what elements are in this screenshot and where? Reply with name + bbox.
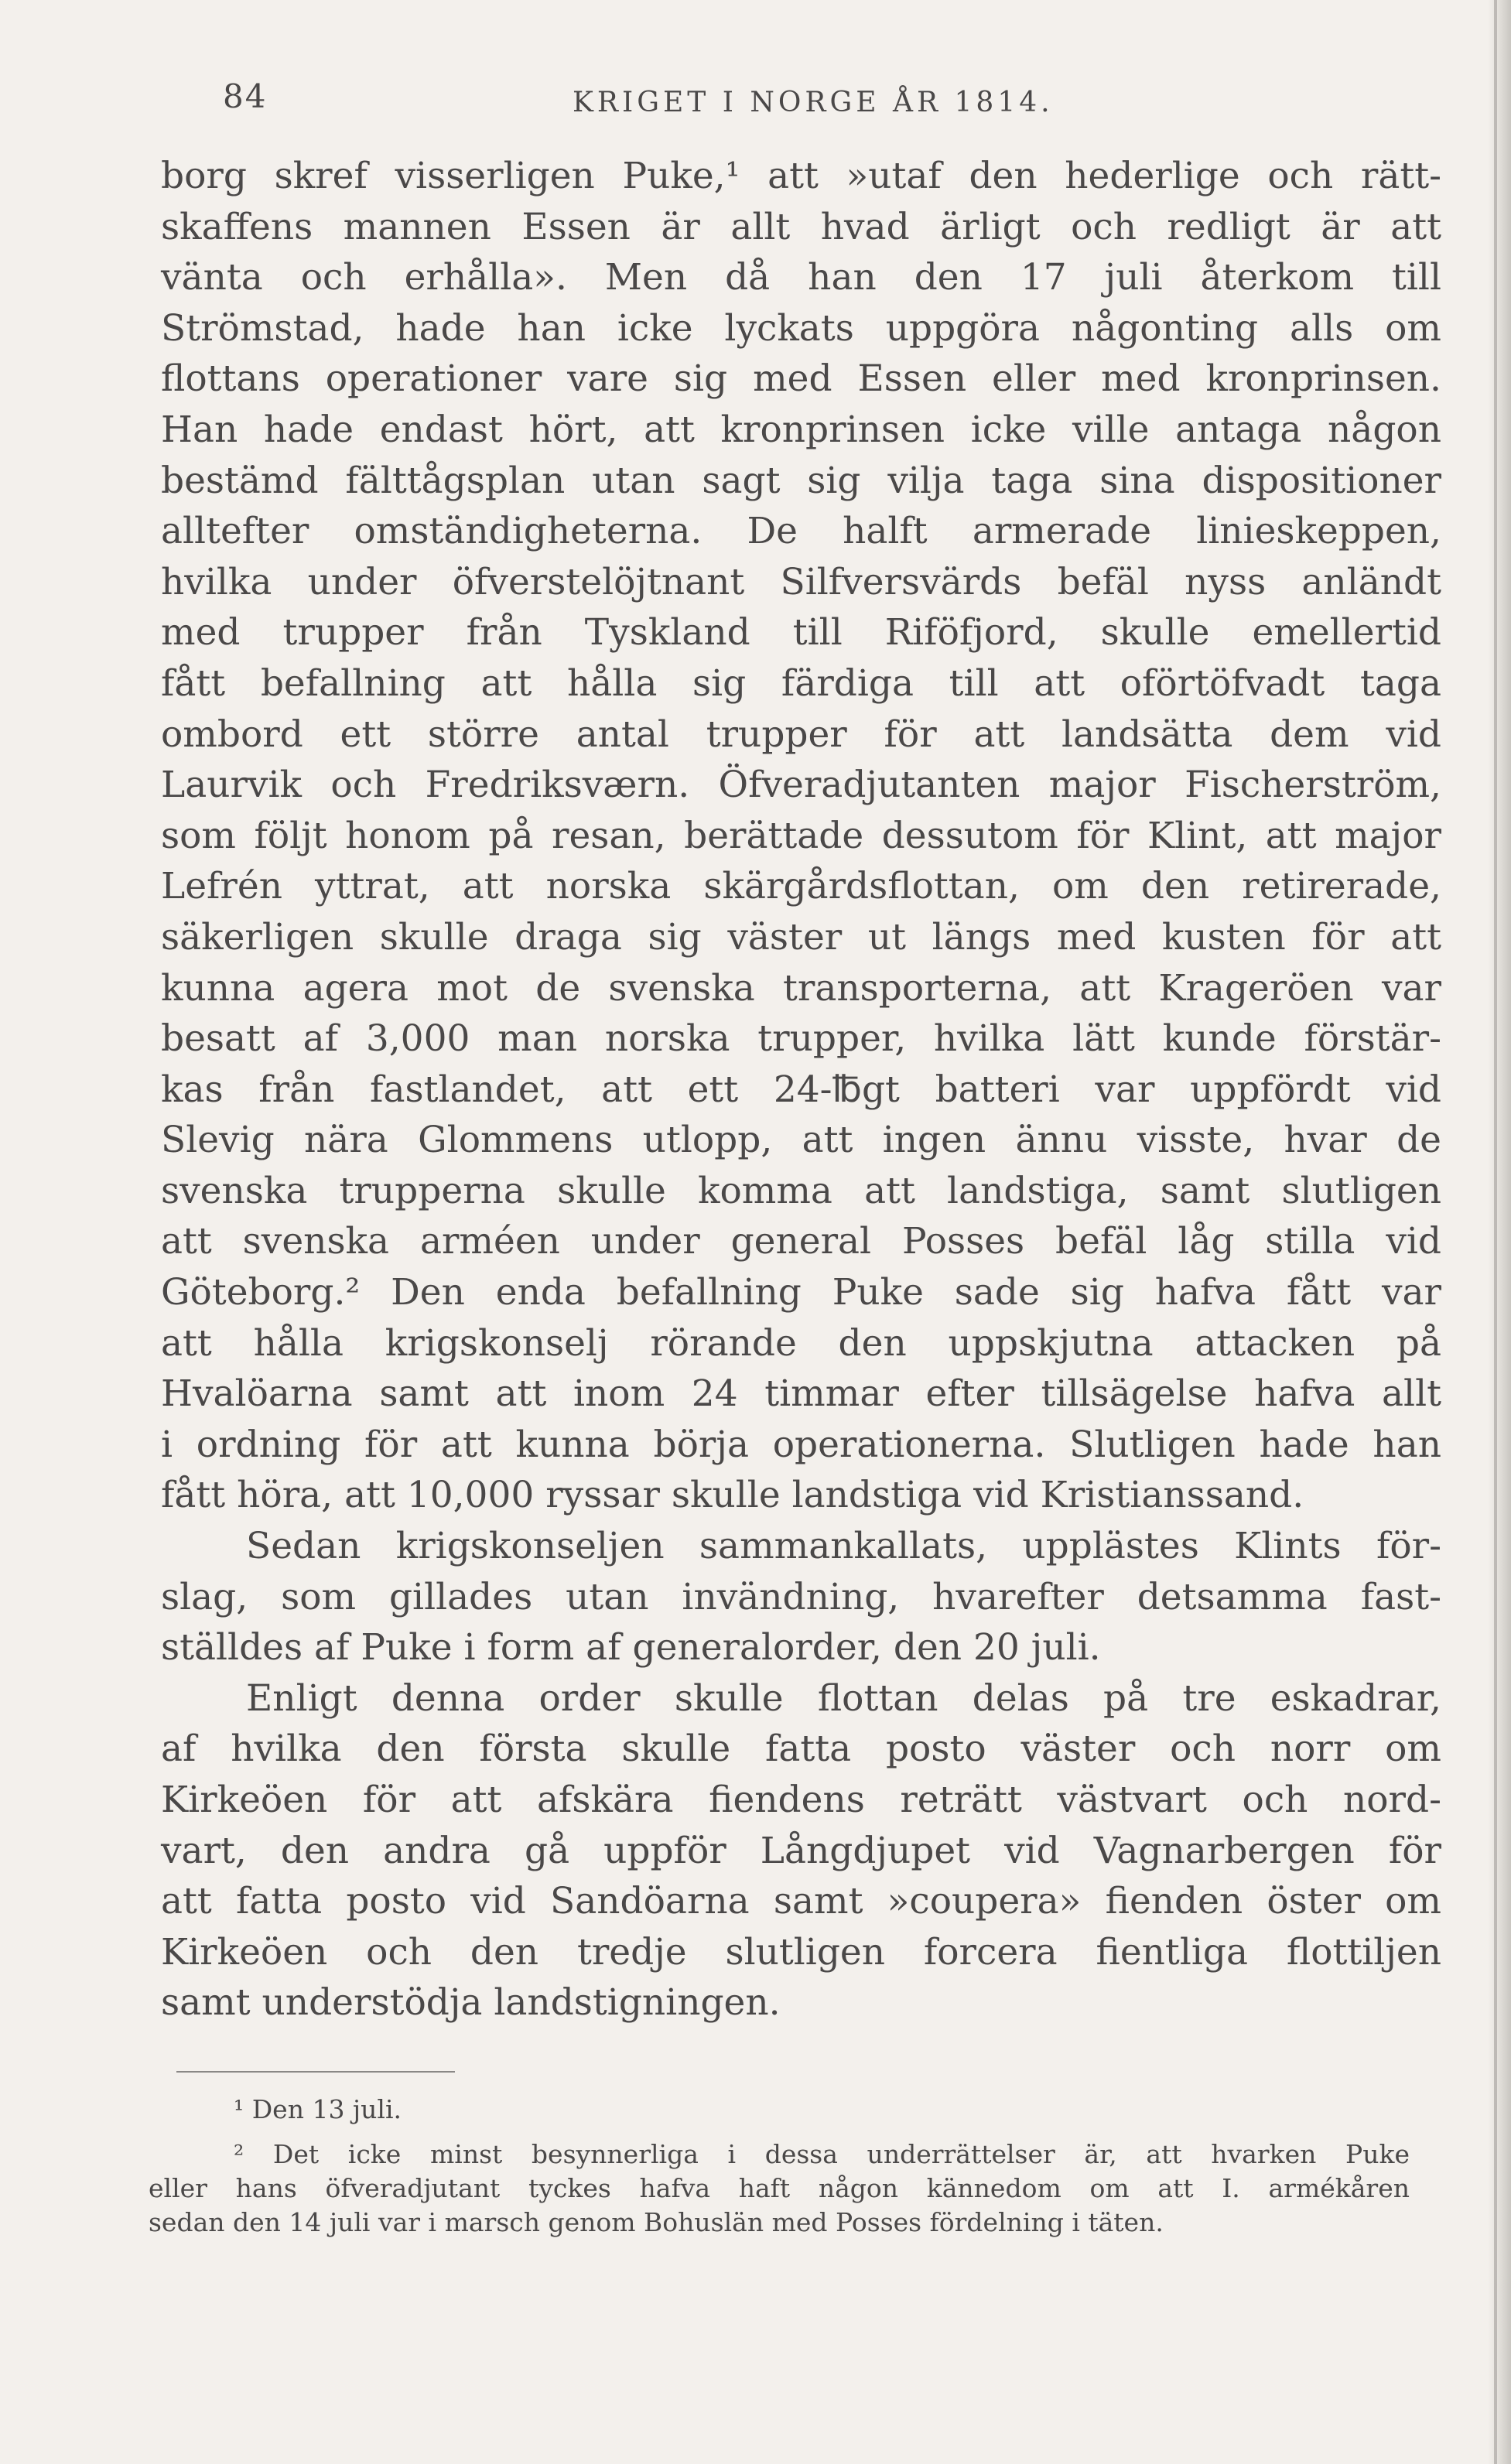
text-line: slag, som gillades utan invändning, hvarefter detsamma fast- — [161, 1575, 1441, 1618]
text-line: att fatta posto vid Sandöarna samt »coupera» fienden öster om — [161, 1880, 1441, 1923]
text-line: Kirkeöen för att afskära fiendens reträtt västvart och nord- — [161, 1779, 1441, 1821]
text-line: Kirkeöen och den tredje slutligen forcera fientliga flottiljen — [161, 1930, 1441, 1974]
text-line: i ordning för att kunna börja operationerna. Slutligen hade han — [161, 1423, 1441, 1466]
text-line: flottans operationer vare sig med Essen eller med kronprinsen. — [161, 357, 1441, 401]
footnote-1: ¹ Den 13 juli. — [234, 2094, 402, 2124]
page-number: 84 — [223, 77, 268, 115]
footnote-2: ² Det icke minst besynnerliga i dessa underrättelser är, att hvarken Puke — [234, 2139, 1410, 2169]
text-line: att svenska arméen under general Posses befäl låg stilla vid — [161, 1220, 1441, 1263]
text-line: hvilka under öfverstelöjtnant Silfversvärds befäl nyss anländt — [161, 560, 1441, 603]
text-line: samt understödja landstigningen. — [161, 1981, 781, 2025]
page-header — [162, 77, 1439, 132]
text-line: Lefrén yttrat, att norska skärgårdsflottan, om den retirerade, — [161, 865, 1441, 908]
text-line: Göteborg.² Den enda befallning Puke sade sig hafva fått var — [161, 1271, 1441, 1314]
text-line: Laurvik och Fredriksværn. Öfveradjutanten major Fischerström, — [161, 764, 1441, 807]
paragraph-start-line: Enligt denna order skulle flottan delas på tre eskadrar, — [246, 1676, 1441, 1720]
text-line: fått befallning att hålla sig färdiga till att oförtöfvadt taga — [161, 661, 1441, 705]
text-line: bestämd fälttågsplan utan sagt sig vilja taga sina dispositioner — [161, 459, 1441, 502]
footnote-rule — [176, 2071, 455, 2073]
footnote-2-line: eller hans öfveradjutant tyckes hafva haft någon kännedom om att I. armékåren — [149, 2173, 1410, 2203]
running-title: KRIGET I NORGE ÅR 1814. — [573, 87, 1054, 118]
text-line: besatt af 3,000 man norska trupper, hvilka lätt kunde förstär- — [161, 1017, 1441, 1061]
text-line: Han hade endast hört, att kronprinsen icke ville antaga någon — [161, 408, 1441, 451]
text-line: Hvalöarna samt att inom 24 timmar efter tillsägelse hafva allt — [161, 1372, 1441, 1416]
text-line: säkerligen skulle draga sig väster ut längs med kusten för att — [161, 915, 1441, 959]
body-text — [161, 151, 1441, 2028]
text-line: af hvilka den första skulle fatta posto väster och norr om — [161, 1728, 1441, 1771]
page-edge-shadow — [1488, 0, 1511, 2464]
text-line: alltefter omständigheterna. De halft armerade linieskeppen, — [161, 510, 1441, 553]
footnotes — [149, 2093, 1410, 2240]
paragraph-start-line: Sedan krigskonseljen sammankallats, upplästes Klints för- — [246, 1525, 1441, 1568]
text-line: svenska trupperna skulle komma att landstiga, samt slutligen — [161, 1169, 1441, 1212]
text-line: Slevig nära Glommens utlopp, att ingen ännu visste, hvar de — [161, 1119, 1441, 1162]
text-line: vart, den andra gå uppför Långdjupet vid Vagnarbergen för — [161, 1829, 1441, 1872]
text-line: Strömstad, hade han icke lyckats uppgöra någonting alls om — [161, 306, 1441, 350]
footnote-2-line: sedan den 14 juli var i marsch genom Bohuslän med Posses fördelning i täten. — [149, 2207, 1164, 2237]
text-line: skaffens mannen Essen är allt hvad ärligt och redligt är att — [161, 205, 1441, 248]
text-line: ombord ett större antal trupper för att landsätta dem vid — [161, 713, 1441, 756]
text-line: borg skref visserligen Puke,¹ att »utaf den hederlige och rätt- — [161, 155, 1441, 197]
text-line: med trupper från Tyskland till Riföfjord, skulle emellertid — [161, 611, 1441, 654]
text-line: att hålla krigskonselj rörande den uppskjutna attacken på — [161, 1321, 1441, 1365]
text-line: fått höra, att 10,000 ryssar skulle landstiga vid Kristianssand. — [161, 1474, 1304, 1517]
text-line: ställdes af Puke i form af generalorder, den 20 juli. — [161, 1626, 1101, 1669]
page-edge-line — [1494, 0, 1497, 2464]
text-line: vänta och erhålla». Men då han den 17 juli återkom till — [161, 256, 1441, 299]
text-line: kas från fastlandet, att ett 24-℔gt batteri var uppfördt vid — [161, 1068, 1441, 1111]
text-line: kunna agera mot de svenska transporterna, att Krageröen var — [161, 966, 1441, 1010]
text-line: som följt honom på resan, berättade dessutom för Klint, att major — [161, 814, 1441, 857]
